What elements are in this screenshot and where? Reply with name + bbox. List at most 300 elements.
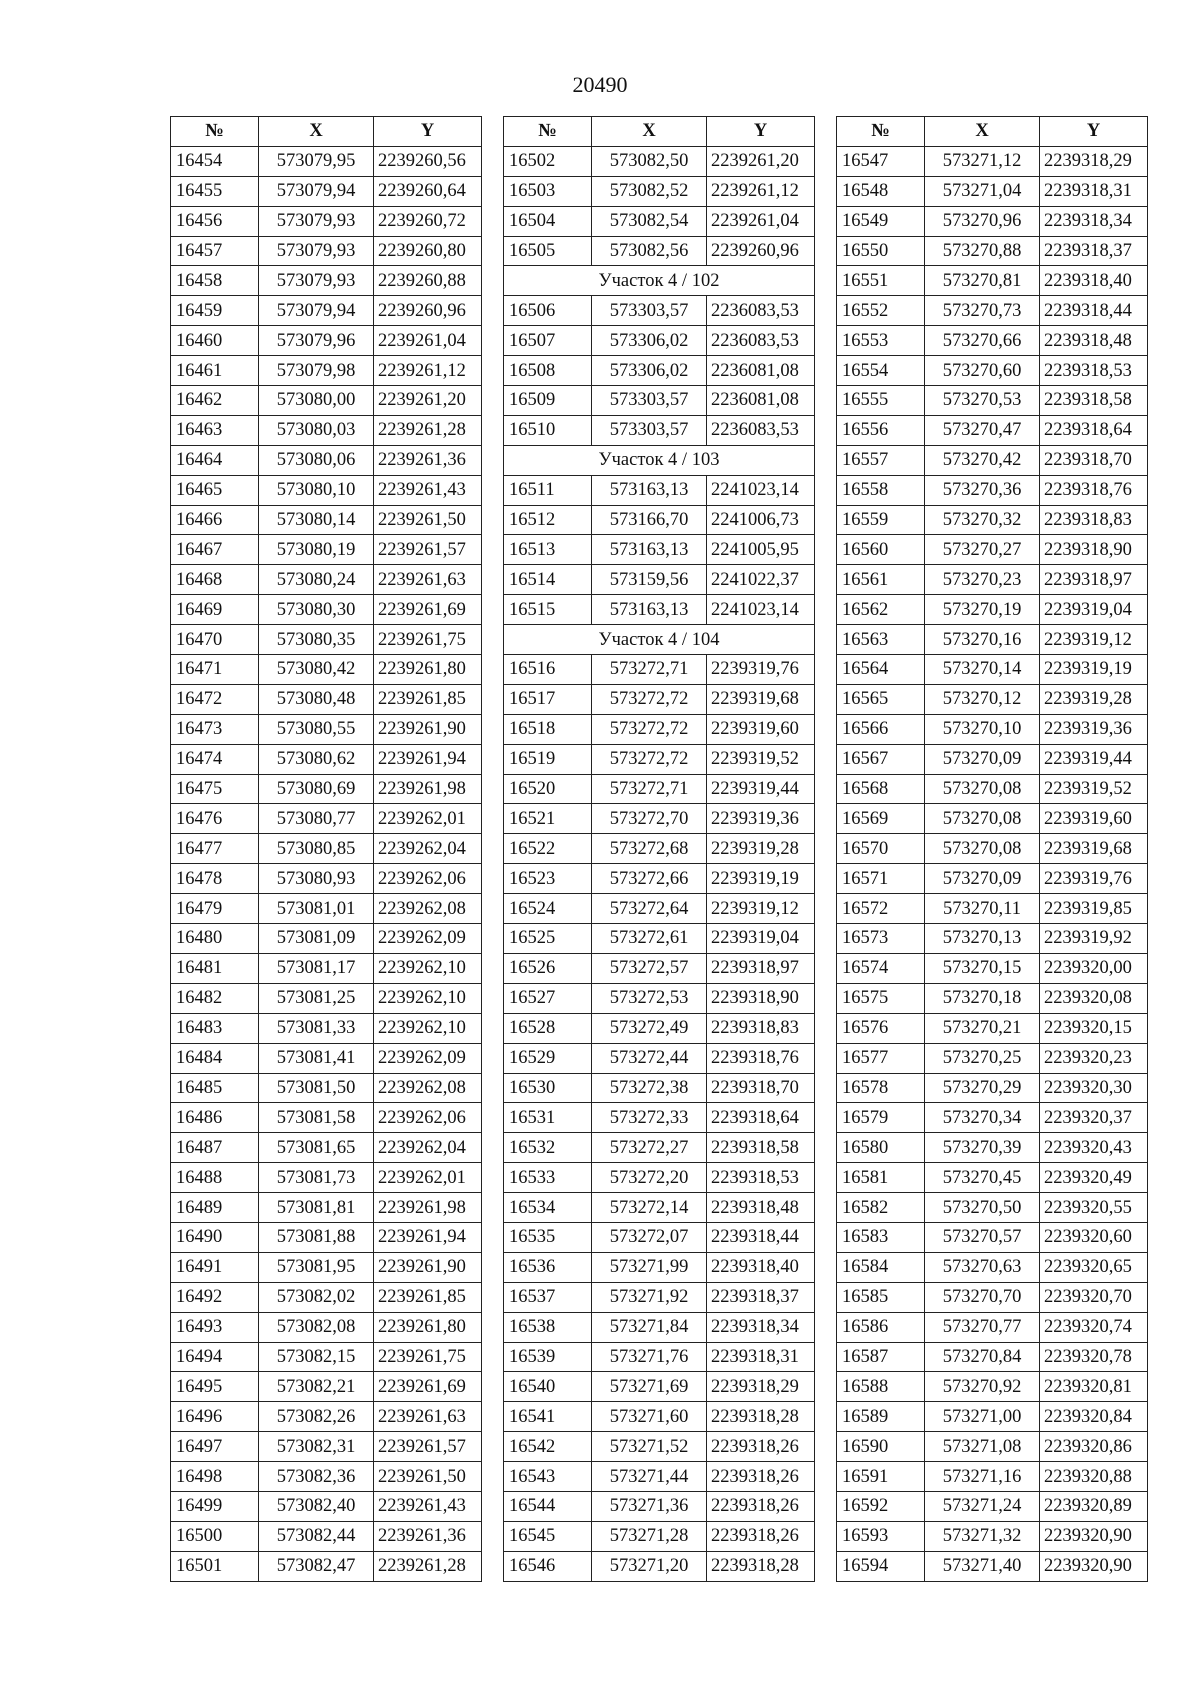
y-coordinate: 2239320,60 <box>1040 1222 1148 1252</box>
x-coordinate: 573272,53 <box>592 983 707 1013</box>
point-number: 16456 <box>171 206 259 236</box>
table-row <box>171 386 482 416</box>
table-row <box>171 1133 482 1163</box>
y-coordinate: 2239318,90 <box>1040 535 1148 565</box>
x-coordinate: 573271,00 <box>925 1402 1040 1432</box>
x-coordinate: 573081,09 <box>259 924 374 954</box>
y-coordinate: 2239262,04 <box>374 1133 482 1163</box>
x-coordinate: 573270,27 <box>925 535 1040 565</box>
x-coordinate: 573270,50 <box>925 1193 1040 1223</box>
x-coordinate: 573080,00 <box>259 386 374 416</box>
y-coordinate: 2239318,53 <box>1040 356 1148 386</box>
table-row <box>837 1551 1148 1581</box>
point-number: 16513 <box>504 535 592 565</box>
y-coordinate: 2239261,57 <box>374 535 482 565</box>
point-number: 16578 <box>837 1073 925 1103</box>
point-number: 16556 <box>837 415 925 445</box>
header-row <box>504 117 815 147</box>
y-coordinate: 2239320,55 <box>1040 1193 1148 1223</box>
y-coordinate: 2239320,90 <box>1040 1521 1148 1551</box>
point-number: 16527 <box>504 983 592 1013</box>
y-coordinate: 2239319,12 <box>707 894 815 924</box>
x-coordinate: 573270,34 <box>925 1103 1040 1133</box>
point-number: 16557 <box>837 445 925 475</box>
table-row <box>171 475 482 505</box>
header-x: X <box>592 117 707 147</box>
table-row <box>504 1491 815 1521</box>
point-number: 16481 <box>171 953 259 983</box>
table-row <box>171 1521 482 1551</box>
table-row <box>837 1462 1148 1492</box>
point-number: 16457 <box>171 236 259 266</box>
x-coordinate: 573080,48 <box>259 684 374 714</box>
x-coordinate: 573271,40 <box>925 1551 1040 1581</box>
y-coordinate: 2239319,19 <box>1040 655 1148 685</box>
point-number: 16523 <box>504 864 592 894</box>
y-coordinate: 2239318,97 <box>707 953 815 983</box>
point-number: 16506 <box>504 296 592 326</box>
point-number: 16460 <box>171 326 259 356</box>
table-row <box>171 834 482 864</box>
y-coordinate: 2239261,04 <box>374 326 482 356</box>
table-row <box>171 326 482 356</box>
point-number: 16492 <box>171 1282 259 1312</box>
x-coordinate: 573270,81 <box>925 266 1040 296</box>
y-coordinate: 2239262,10 <box>374 1013 482 1043</box>
y-coordinate: 2239318,26 <box>707 1462 815 1492</box>
y-coordinate: 2239319,28 <box>1040 684 1148 714</box>
point-number: 16474 <box>171 744 259 774</box>
point-number: 16574 <box>837 953 925 983</box>
point-number: 16532 <box>504 1133 592 1163</box>
x-coordinate: 573081,41 <box>259 1043 374 1073</box>
y-coordinate: 2239320,30 <box>1040 1073 1148 1103</box>
x-coordinate: 573272,71 <box>592 774 707 804</box>
table-row <box>171 535 482 565</box>
table-row <box>171 1103 482 1133</box>
y-coordinate: 2239318,70 <box>1040 445 1148 475</box>
x-coordinate: 573270,19 <box>925 595 1040 625</box>
x-coordinate: 573082,40 <box>259 1491 374 1521</box>
table-row <box>171 924 482 954</box>
y-coordinate: 2239261,85 <box>374 1282 482 1312</box>
x-coordinate: 573163,13 <box>592 475 707 505</box>
table-row <box>504 1402 815 1432</box>
table-row <box>171 1551 482 1581</box>
table-row <box>504 864 815 894</box>
table-row <box>837 535 1148 565</box>
point-number: 16542 <box>504 1432 592 1462</box>
x-coordinate: 573271,99 <box>592 1252 707 1282</box>
x-coordinate: 573082,21 <box>259 1372 374 1402</box>
point-number: 16583 <box>837 1222 925 1252</box>
y-coordinate: 2239261,43 <box>374 475 482 505</box>
table-row <box>504 475 815 505</box>
x-coordinate: 573272,61 <box>592 924 707 954</box>
y-coordinate: 2239320,37 <box>1040 1103 1148 1133</box>
table-row <box>837 1282 1148 1312</box>
table-row <box>171 1163 482 1193</box>
point-number: 16529 <box>504 1043 592 1073</box>
header-num: № <box>504 117 592 147</box>
section-row <box>504 266 815 296</box>
point-number: 16547 <box>837 146 925 176</box>
y-coordinate: 2239318,31 <box>707 1342 815 1372</box>
y-coordinate: 2239320,43 <box>1040 1133 1148 1163</box>
point-number: 16544 <box>504 1491 592 1521</box>
table-row <box>837 206 1148 236</box>
x-coordinate: 573270,88 <box>925 236 1040 266</box>
y-coordinate: 2239262,08 <box>374 1073 482 1103</box>
x-coordinate: 573079,94 <box>259 296 374 326</box>
y-coordinate: 2239262,10 <box>374 953 482 983</box>
x-coordinate: 573080,55 <box>259 714 374 744</box>
point-number: 16508 <box>504 356 592 386</box>
x-coordinate: 573271,60 <box>592 1402 707 1432</box>
table-row <box>171 356 482 386</box>
table-row <box>171 266 482 296</box>
y-coordinate: 2236083,53 <box>707 326 815 356</box>
y-coordinate: 2239261,63 <box>374 565 482 595</box>
point-number: 16551 <box>837 266 925 296</box>
point-number: 16520 <box>504 774 592 804</box>
x-coordinate: 573272,38 <box>592 1073 707 1103</box>
y-coordinate: 2239261,90 <box>374 1252 482 1282</box>
table-row <box>171 1282 482 1312</box>
table-row <box>171 445 482 475</box>
point-number: 16504 <box>504 206 592 236</box>
y-coordinate: 2239318,58 <box>1040 386 1148 416</box>
x-coordinate: 573270,45 <box>925 1163 1040 1193</box>
section-label: Участок 4 / 103 <box>504 445 815 475</box>
point-number: 16490 <box>171 1222 259 1252</box>
y-coordinate: 2239320,78 <box>1040 1342 1148 1372</box>
y-coordinate: 2239318,76 <box>1040 475 1148 505</box>
y-coordinate: 2239318,76 <box>707 1043 815 1073</box>
y-coordinate: 2239262,06 <box>374 1103 482 1133</box>
point-number: 16518 <box>504 714 592 744</box>
x-coordinate: 573080,30 <box>259 595 374 625</box>
table-row <box>504 505 815 535</box>
x-coordinate: 573079,95 <box>259 146 374 176</box>
y-coordinate: 2236081,08 <box>707 356 815 386</box>
y-coordinate: 2239261,36 <box>374 1521 482 1551</box>
table-row <box>171 894 482 924</box>
point-number: 16530 <box>504 1073 592 1103</box>
x-coordinate: 573270,15 <box>925 953 1040 983</box>
y-coordinate: 2239262,04 <box>374 834 482 864</box>
table-row <box>837 1372 1148 1402</box>
y-coordinate: 2239262,10 <box>374 983 482 1013</box>
x-coordinate: 573080,93 <box>259 864 374 894</box>
section-label: Участок 4 / 104 <box>504 625 815 655</box>
table-row <box>504 565 815 595</box>
point-number: 16514 <box>504 565 592 595</box>
x-coordinate: 573272,20 <box>592 1163 707 1193</box>
y-coordinate: 2239261,98 <box>374 1193 482 1223</box>
y-coordinate: 2239320,65 <box>1040 1252 1148 1282</box>
x-coordinate: 573272,07 <box>592 1222 707 1252</box>
x-coordinate: 573271,32 <box>925 1521 1040 1551</box>
y-coordinate: 2239318,34 <box>707 1312 815 1342</box>
y-coordinate: 2239318,53 <box>707 1163 815 1193</box>
point-number: 16467 <box>171 535 259 565</box>
point-number: 16559 <box>837 505 925 535</box>
x-coordinate: 573080,35 <box>259 625 374 655</box>
x-coordinate: 573271,20 <box>592 1551 707 1581</box>
table-row <box>837 625 1148 655</box>
point-number: 16563 <box>837 625 925 655</box>
table-row <box>171 1491 482 1521</box>
y-coordinate: 2239320,81 <box>1040 1372 1148 1402</box>
x-coordinate: 573270,77 <box>925 1312 1040 1342</box>
table-row <box>504 1163 815 1193</box>
x-coordinate: 573081,33 <box>259 1013 374 1043</box>
x-coordinate: 573272,27 <box>592 1133 707 1163</box>
y-coordinate: 2239320,08 <box>1040 983 1148 1013</box>
table-row <box>504 1222 815 1252</box>
x-coordinate: 573163,13 <box>592 595 707 625</box>
point-number: 16466 <box>171 505 259 535</box>
y-coordinate: 2239261,85 <box>374 684 482 714</box>
x-coordinate: 573303,57 <box>592 296 707 326</box>
x-coordinate: 573079,96 <box>259 326 374 356</box>
x-coordinate: 573082,36 <box>259 1462 374 1492</box>
x-coordinate: 573270,23 <box>925 565 1040 595</box>
y-coordinate: 2239261,80 <box>374 655 482 685</box>
coordinates-table-1 <box>170 116 482 1582</box>
y-coordinate: 2239318,83 <box>1040 505 1148 535</box>
table-row <box>837 595 1148 625</box>
point-number: 16475 <box>171 774 259 804</box>
y-coordinate: 2239318,90 <box>707 983 815 1013</box>
x-coordinate: 573272,70 <box>592 804 707 834</box>
table-row <box>504 774 815 804</box>
y-coordinate: 2239318,40 <box>707 1252 815 1282</box>
point-number: 16526 <box>504 953 592 983</box>
table-row <box>837 1402 1148 1432</box>
point-number: 16502 <box>504 146 592 176</box>
x-coordinate: 573271,84 <box>592 1312 707 1342</box>
section-row <box>504 445 815 475</box>
table-row <box>171 1013 482 1043</box>
table-row <box>837 1222 1148 1252</box>
y-coordinate: 2239318,26 <box>707 1521 815 1551</box>
y-coordinate: 2239260,96 <box>707 236 815 266</box>
point-number: 16468 <box>171 565 259 595</box>
table-row <box>504 1013 815 1043</box>
y-coordinate: 2239318,40 <box>1040 266 1148 296</box>
point-number: 16591 <box>837 1462 925 1492</box>
table-row <box>171 176 482 206</box>
table-row <box>171 1462 482 1492</box>
point-number: 16493 <box>171 1312 259 1342</box>
x-coordinate: 573270,42 <box>925 445 1040 475</box>
table-row <box>504 176 815 206</box>
point-number: 16476 <box>171 804 259 834</box>
x-coordinate: 573271,69 <box>592 1372 707 1402</box>
table-row <box>504 1462 815 1492</box>
x-coordinate: 573082,08 <box>259 1312 374 1342</box>
x-coordinate: 573270,18 <box>925 983 1040 1013</box>
point-number: 16565 <box>837 684 925 714</box>
point-number: 16550 <box>837 236 925 266</box>
y-coordinate: 2239261,36 <box>374 445 482 475</box>
table-row <box>837 445 1148 475</box>
x-coordinate: 573080,03 <box>259 415 374 445</box>
y-coordinate: 2239319,36 <box>707 804 815 834</box>
y-coordinate: 2239319,60 <box>707 714 815 744</box>
point-number: 16585 <box>837 1282 925 1312</box>
y-coordinate: 2239261,94 <box>374 744 482 774</box>
table-row <box>504 1073 815 1103</box>
table-row <box>171 415 482 445</box>
table-row <box>504 1372 815 1402</box>
point-number: 16566 <box>837 714 925 744</box>
point-number: 16525 <box>504 924 592 954</box>
coordinates-table-2 <box>503 116 815 1582</box>
table-row <box>837 386 1148 416</box>
y-coordinate: 2239261,69 <box>374 1372 482 1402</box>
point-number: 16482 <box>171 983 259 1013</box>
table-row <box>504 595 815 625</box>
table-row <box>837 1252 1148 1282</box>
y-coordinate: 2239261,43 <box>374 1491 482 1521</box>
x-coordinate: 573081,81 <box>259 1193 374 1223</box>
table-row <box>171 744 482 774</box>
y-coordinate: 2239318,37 <box>707 1282 815 1312</box>
point-number: 16560 <box>837 535 925 565</box>
y-coordinate: 2239320,00 <box>1040 953 1148 983</box>
y-coordinate: 2239318,37 <box>1040 236 1148 266</box>
x-coordinate: 573306,02 <box>592 356 707 386</box>
point-number: 16516 <box>504 655 592 685</box>
table-row <box>837 475 1148 505</box>
x-coordinate: 573270,63 <box>925 1252 1040 1282</box>
y-coordinate: 2239262,09 <box>374 924 482 954</box>
point-number: 16515 <box>504 595 592 625</box>
table-row <box>504 296 815 326</box>
table-row <box>171 684 482 714</box>
x-coordinate: 573081,88 <box>259 1222 374 1252</box>
y-coordinate: 2239319,92 <box>1040 924 1148 954</box>
y-coordinate: 2239318,83 <box>707 1013 815 1043</box>
point-number: 16494 <box>171 1342 259 1372</box>
x-coordinate: 573082,52 <box>592 176 707 206</box>
table-row <box>171 714 482 744</box>
x-coordinate: 573272,71 <box>592 655 707 685</box>
point-number: 16536 <box>504 1252 592 1282</box>
x-coordinate: 573270,21 <box>925 1013 1040 1043</box>
y-coordinate: 2239261,98 <box>374 774 482 804</box>
point-number: 16497 <box>171 1432 259 1462</box>
point-number: 16501 <box>171 1551 259 1581</box>
point-number: 16454 <box>171 146 259 176</box>
y-coordinate: 2239318,44 <box>1040 296 1148 326</box>
y-coordinate: 2239261,12 <box>374 356 482 386</box>
x-coordinate: 573272,44 <box>592 1043 707 1073</box>
y-coordinate: 2241022,37 <box>707 565 815 595</box>
x-coordinate: 573080,62 <box>259 744 374 774</box>
header-x: X <box>925 117 1040 147</box>
table-row <box>504 1432 815 1462</box>
x-coordinate: 573270,39 <box>925 1133 1040 1163</box>
point-number: 16572 <box>837 894 925 924</box>
table-row <box>837 953 1148 983</box>
header-row <box>837 117 1148 147</box>
point-number: 16488 <box>171 1163 259 1193</box>
x-coordinate: 573270,13 <box>925 924 1040 954</box>
x-coordinate: 573271,04 <box>925 176 1040 206</box>
coordinates-table-3 <box>836 116 1148 1582</box>
y-coordinate: 2239320,49 <box>1040 1163 1148 1193</box>
point-number: 16533 <box>504 1163 592 1193</box>
section-row <box>504 625 815 655</box>
table-row <box>171 1252 482 1282</box>
point-number: 16592 <box>837 1491 925 1521</box>
point-number: 16465 <box>171 475 259 505</box>
x-coordinate: 573270,11 <box>925 894 1040 924</box>
table-row <box>504 1312 815 1342</box>
point-number: 16496 <box>171 1402 259 1432</box>
y-coordinate: 2239319,44 <box>707 774 815 804</box>
table-row <box>837 1521 1148 1551</box>
table-row <box>504 714 815 744</box>
x-coordinate: 573272,64 <box>592 894 707 924</box>
table-row <box>171 804 482 834</box>
point-number: 16552 <box>837 296 925 326</box>
table-row <box>171 595 482 625</box>
table-row <box>837 983 1148 1013</box>
x-coordinate: 573080,77 <box>259 804 374 834</box>
table-row <box>837 296 1148 326</box>
point-number: 16495 <box>171 1372 259 1402</box>
point-number: 16537 <box>504 1282 592 1312</box>
header-x: X <box>259 117 374 147</box>
y-coordinate: 2239319,76 <box>1040 864 1148 894</box>
x-coordinate: 573270,60 <box>925 356 1040 386</box>
header-y: Y <box>374 117 482 147</box>
point-number: 16477 <box>171 834 259 864</box>
point-number: 16483 <box>171 1013 259 1043</box>
x-coordinate: 573271,28 <box>592 1521 707 1551</box>
y-coordinate: 2239320,70 <box>1040 1282 1148 1312</box>
x-coordinate: 573082,15 <box>259 1342 374 1372</box>
point-number: 16554 <box>837 356 925 386</box>
table-row <box>171 206 482 236</box>
point-number: 16473 <box>171 714 259 744</box>
table-row <box>504 894 815 924</box>
point-number: 16538 <box>504 1312 592 1342</box>
y-coordinate: 2236083,53 <box>707 415 815 445</box>
table-row <box>171 1043 482 1073</box>
table-row <box>171 1312 482 1342</box>
point-number: 16507 <box>504 326 592 356</box>
point-number: 16580 <box>837 1133 925 1163</box>
y-coordinate: 2239260,72 <box>374 206 482 236</box>
x-coordinate: 573270,16 <box>925 625 1040 655</box>
table-row <box>504 684 815 714</box>
x-coordinate: 573163,13 <box>592 535 707 565</box>
point-number: 16517 <box>504 684 592 714</box>
y-coordinate: 2239319,52 <box>1040 774 1148 804</box>
y-coordinate: 2239261,50 <box>374 1462 482 1492</box>
point-number: 16546 <box>504 1551 592 1581</box>
table-row <box>837 146 1148 176</box>
y-coordinate: 2239261,28 <box>374 1551 482 1581</box>
point-number: 16589 <box>837 1402 925 1432</box>
y-coordinate: 2241023,14 <box>707 595 815 625</box>
